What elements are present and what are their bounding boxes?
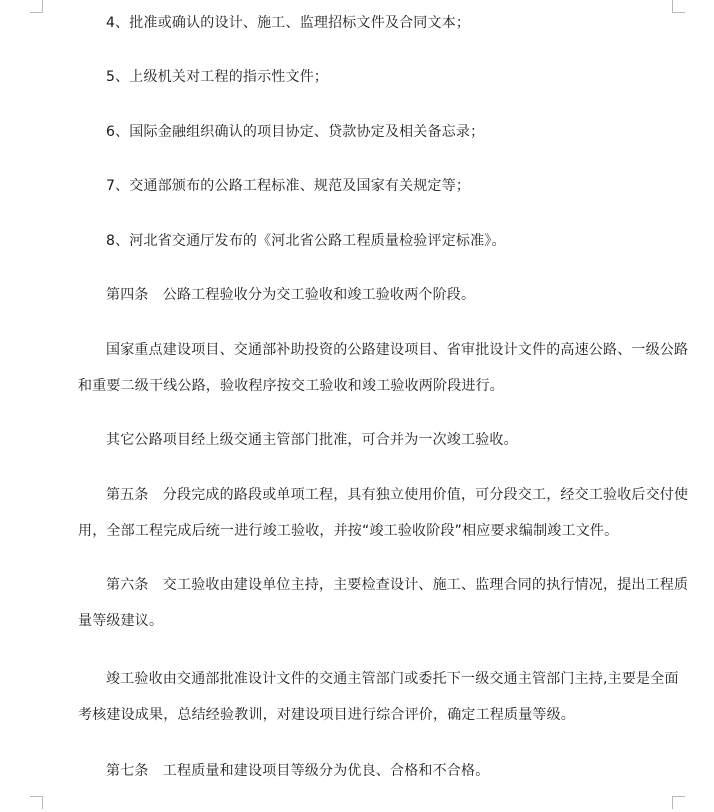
article-4 <box>50 277 664 313</box>
article-4-other <box>50 422 664 458</box>
article-6 <box>50 567 689 639</box>
page-corner-mark-bottom-left <box>30 796 43 809</box>
paragraph-line: 4、批准或确认的设计、施工、监理招标文件及合同文本； <box>106 15 471 31</box>
paragraph-line: 其它公路项目经上级交通主管部门批准，可合并为一次竣工验收。 <box>106 432 518 448</box>
paragraph-item-8 <box>50 223 664 259</box>
paragraph-line: 5、上级机关对工程的指示性文件； <box>106 69 329 85</box>
page-corner-mark-top-right <box>672 0 685 13</box>
paragraph-line: 和重要二级干线公路，验收程序按交工验收和竣工验收两阶段进行。 <box>78 378 504 394</box>
paragraph-line: 第七条 工程质量和建设项目等级分为优良、合格和不合格。 <box>106 763 490 779</box>
paragraph-line: 第五条 分段完成的路段或单项工程，具有独立使用价值，可分段交工，经交工验收后交付使 <box>106 487 689 503</box>
paragraph-item-4 <box>50 5 664 41</box>
article-7 <box>50 753 664 789</box>
article-6-completion <box>50 661 679 733</box>
paragraph-item-7 <box>50 168 664 204</box>
paragraph-item-5 <box>50 59 664 95</box>
paragraph-line: 竣工验收由交通部批准设计文件的交通主管部门或委托下一级交通主管部门主持,主要是全面 <box>106 671 679 687</box>
page-corner-mark-top-left <box>30 0 43 13</box>
paragraph-line: 7、交通部颁布的公路工程标准、规范及国家有关规定等； <box>106 178 471 194</box>
paragraph-line: 用，全部工程完成后统一进行竣工验收，并按“竣工验收阶段”相应要求编制竣工文件。 <box>78 523 619 539</box>
article-4-detail <box>50 332 689 404</box>
paragraph-line: 8、河北省交通厅发布的《河北省公路工程质量检验评定标准》。 <box>106 233 506 249</box>
paragraph-line: 6、国际金融组织确认的项目协定、贷款协定及相关备忘录； <box>106 124 485 140</box>
article-5 <box>50 477 689 549</box>
page-corner-mark-bottom-right <box>672 796 685 809</box>
paragraph-line: 第四条 公路工程验收分为交工验收和竣工验收两个阶段。 <box>106 287 476 303</box>
paragraph-line: 第六条 交工验收由建设单位主持，主要检查设计、施工、监理合同的执行情况，提出工程质 <box>106 577 689 593</box>
paragraph-line: 量等级建议。 <box>78 613 164 629</box>
paragraph-line: 考核建设成果，总结经验教训，对建设项目进行综合评价，确定工程质量等级。 <box>78 707 575 723</box>
paragraph-line: 国家重点建设项目、交通部补助投资的公路建设项目、省审批设计文件的高速公路、一级公路 <box>106 342 689 358</box>
paragraph-item-6 <box>50 114 664 150</box>
